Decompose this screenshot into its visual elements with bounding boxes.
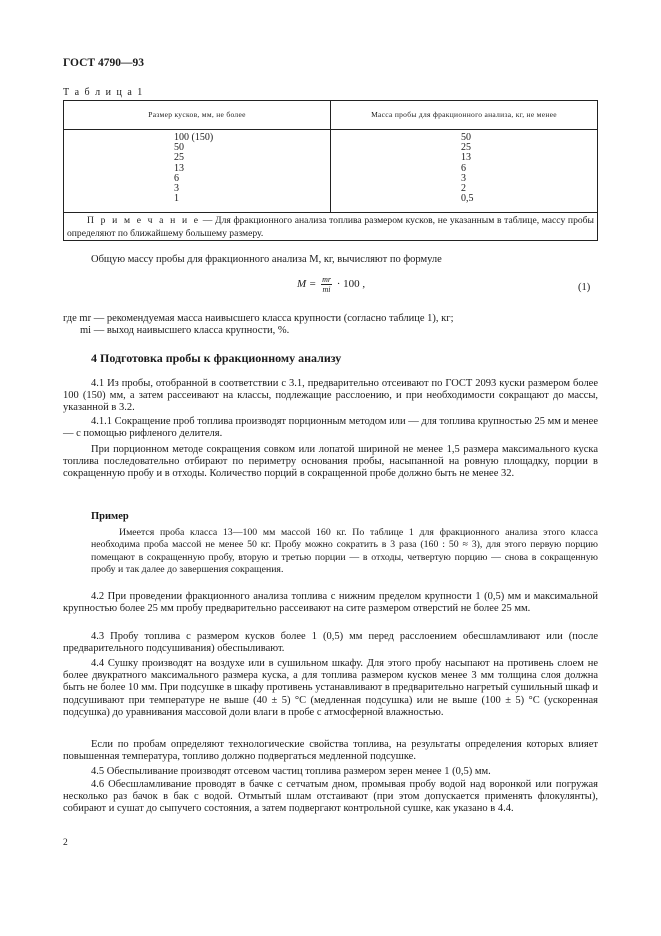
table-cell: 50 [461, 132, 471, 143]
formula-numerator: mr [322, 275, 331, 284]
table-cell: 25 [461, 142, 471, 154]
paragraph-4-6: 4.6 Обесшламливание проводят в бачке с сетчатым дном, промывая пробу водой над воронкой или погружая несколько раз бачок в бак с водой. Отмытый шлам отстаивают (при этом допускается применять флокулянты), собирают и сушат до сыпучего состояния, а затем подвергают контрольной сушке, как указано в 4.4. [63, 779, 598, 815]
table-header-size: Размер кусков, мм, не более [148, 110, 246, 119]
paragraph-4-2: 4.2 При проведении фракционного анализа топлива с нижним пределом крупности 1 (0,5) мм и максимальной крупностью более 25 мм пробу предварительно рассеивают на сите размером отверстий не более 25 мм. [63, 591, 598, 615]
paragraph-4-1: 4.1 Из пробы, отобранной в соответствии с 3.1, предварительно отсеивают по ГОСТ 2093 куски размером более 100 (150) мм, а затем рассеивают на классы, подлежащие расслоению, и при необходимости сокращают до массы, указанной в 3.2. [63, 378, 598, 414]
table-cell: 2 [461, 183, 466, 195]
paragraph-4-3: 4.3 Пробу топлива с размером кусков более 1 (0,5) мм перед расслоением обесшламливают или (после предварительного подсушивания) обеспыливают. [63, 631, 598, 655]
table-cell: 0,5 [461, 193, 474, 205]
formula-legend-line: где mr — рекомендуемая масса наивысшего класса крупности (согласно таблице 1), кг; [63, 313, 454, 324]
formula [297, 275, 365, 305]
paragraph-4-5: 4.5 Обеспыливание производят отсевом частиц топлива размером зерен менее 1 (0,5) мм. [91, 766, 491, 777]
example-title: Пример [91, 511, 129, 522]
example-text: Имеется проба класса 13—100 мм массой 160 кг. По таблице 1 для фракционного анализа этого класса необходима проба массой не менее 50 кг. Пробу можно сократить в 3 раза (160 : 50 ≈ 3), для этого первую порцию помещают в сокращенную пробу, вторую и третью порции — в отходы, четвертую порцию — снова в сокращенную пробу и так далее до завершения сокращения. [91, 527, 598, 575]
formula-legend [63, 313, 454, 337]
table-column-mass [461, 133, 474, 204]
table-header-divider [64, 129, 597, 130]
table-cell: 100 (150) [174, 132, 214, 143]
formula-rhs: · 100 , [336, 278, 366, 291]
table-caption: Т а б л и ц а 1 [63, 87, 144, 98]
paragraph-4-1-1: 4.1.1 Сокращение проб топлива производят порционным методом или — для топлива крупностью 25 мм и менее — с помощью рифленого делителя. [63, 416, 598, 440]
formula-lhs: M = [297, 278, 317, 291]
formula-fraction [321, 275, 332, 294]
paragraph-4-4b: Если по пробам определяют технологические свойства топлива, на результаты определения которых влияет повышенная температура, топливо должно подвергаться медленной подсушке. [63, 739, 598, 763]
table-header-mass: Масса пробы для фракционного анализа, кг, не менее [371, 110, 557, 119]
table-cell: 6 [174, 172, 179, 184]
paragraph-4-1-1b: При порционном методе сокращения совком или лопатой шириной не менее 1,5 размера максимального куска топлива последовательно отбирают по периметру основания пробы, насыпанной на ровную площадку, порции в сокращенную пробу и в отходы. Количество порций в сокращенной пробе должно быть не менее 32. [63, 444, 598, 480]
formula-legend-line: mi — выход наивысшего класса крупности, %. [80, 325, 290, 336]
page-number: 2 [63, 838, 68, 848]
paragraph-4-4: 4.4 Сушку производят на воздухе или в сушильном шкафу. Для этого пробу насыпают на противень слоем не более двукратного максимального размера куска, а для топлива размером кусков менее 3 мм толщина слоя должна быть не более 10 мм. При подсушке в шкафу противень устанавливают в предварительно нагретый сушильный шкаф и подсушивают при температуре не выше (40 ± 5) °С (медленная подсушка) или не выше (100 ± 5) °С (ускоренная подсушка) до уравнивания массовой доли влаги в пробе с атмосферной влажностью. [63, 658, 598, 718]
table-note [67, 215, 594, 240]
table-note-divider [64, 212, 597, 213]
table-cell: 1 [174, 193, 179, 205]
table-cell: 50 [174, 142, 184, 154]
section-title: 4 Подготовка пробы к фракционному анализу [91, 351, 342, 365]
table-cell: 3 [461, 172, 466, 184]
table-cell: 13 [461, 152, 471, 164]
formula-denominator: mi [322, 285, 331, 294]
table-cell: 6 [461, 162, 466, 174]
table-cell: 13 [174, 162, 184, 174]
formula-number: (1) [578, 282, 591, 293]
table-column-size [174, 133, 213, 204]
formula-intro: Общую массу пробы для фракционного анализа M, кг, вычисляют по формуле [91, 254, 442, 265]
document-header: ГОСТ 4790—93 [63, 57, 144, 69]
table-1 [63, 100, 598, 241]
table-note-title: П р и м е ч а н и е [87, 215, 201, 226]
table-cell: 3 [174, 183, 179, 195]
table-cell: 25 [174, 152, 184, 164]
table-note-text: — Для фракционного анализа топлива размером кусков, не указанным в таблице, массу пробы определяют по ближайшему большему размеру. [67, 215, 594, 239]
